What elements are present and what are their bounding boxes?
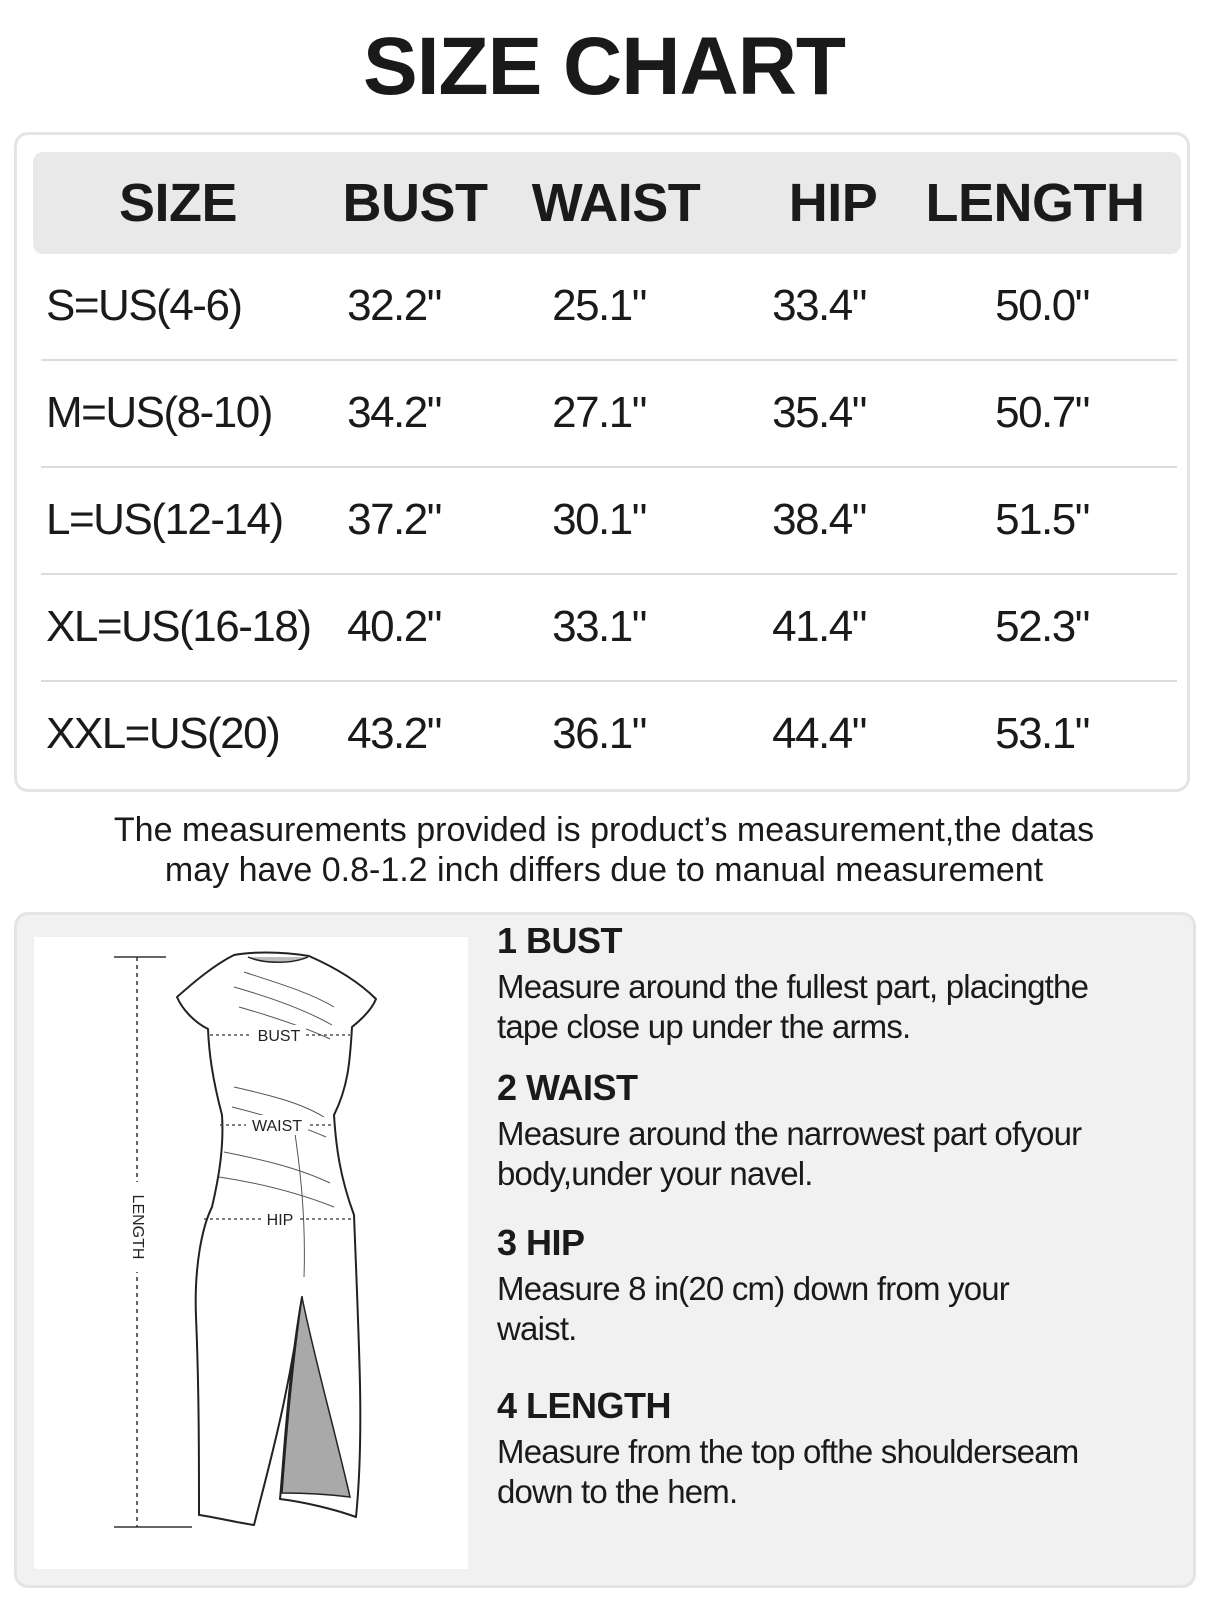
table-row: [41, 252, 1177, 361]
cell-waist: 30.1": [552, 495, 646, 544]
instruction-text-line: waist.: [497, 1310, 577, 1347]
cell-size: S=US(4-6): [46, 281, 242, 330]
cell-waist: 27.1": [552, 388, 646, 437]
instruction-heading: 2 WAIST: [497, 1067, 638, 1108]
instruction-heading: 4 LENGTH: [497, 1385, 672, 1426]
cell-size: M=US(8-10): [46, 388, 272, 437]
instruction-text-line: Measure from the top ofthe shoulderseam: [497, 1433, 1079, 1470]
instruction-text-line: body,under your navel.: [497, 1155, 813, 1192]
cell-waist: 33.1": [552, 602, 646, 651]
header-size: SIZE: [118, 173, 238, 233]
cell-waist: 25.1": [552, 281, 646, 330]
instruction-text-line: Measure around the fullest part, placingthe: [497, 968, 1089, 1005]
dress-figure-panel: [34, 937, 468, 1569]
note-line-1: The measurements provided is product’s measurement,the datas: [113, 811, 1095, 849]
cell-length: 53.1": [995, 709, 1089, 758]
header-bust: BUST: [342, 173, 488, 233]
instruction-heading: 3 HIP: [497, 1222, 585, 1263]
table-row: [41, 359, 1177, 468]
length-label: LENGTH: [128, 1194, 146, 1260]
cell-size: L=US(12-14): [46, 495, 283, 544]
size-table: [14, 132, 1190, 792]
cell-hip: 33.4": [772, 281, 866, 330]
hip-label: HIP: [266, 1212, 294, 1229]
page-title: SIZE CHART: [363, 21, 845, 112]
cell-size: XL=US(16-18): [46, 602, 311, 651]
waist-label: WAIST: [251, 1118, 303, 1135]
instruction-waist: [497, 1066, 1187, 1194]
instruction-length: [497, 1384, 1187, 1512]
cell-bust: 40.2": [347, 602, 441, 651]
cell-length: 50.7": [995, 388, 1089, 437]
instruction-text-line: down to the hem.: [497, 1473, 738, 1510]
instruction-text-line: tape close up under the arms.: [497, 1008, 911, 1045]
measurement-guide: [14, 912, 1196, 1588]
table-row: [41, 573, 1177, 682]
header-waist: WAIST: [531, 173, 701, 233]
cell-bust: 32.2": [347, 281, 441, 330]
cell-bust: 34.2": [347, 388, 441, 437]
instruction-hip: [497, 1221, 1187, 1349]
cell-hip: 44.4": [772, 709, 866, 758]
table-row: [41, 466, 1177, 575]
instruction-bust: [497, 919, 1187, 1047]
instruction-heading: 1 BUST: [497, 920, 623, 961]
cell-hip: 35.4": [772, 388, 866, 437]
header-hip: HIP: [788, 173, 878, 233]
bust-label: BUST: [257, 1028, 301, 1045]
table-row: [41, 680, 1177, 787]
measurement-note: [20, 810, 1188, 890]
note-line-2: may have 0.8-1.2 inch differs due to manual measurement: [164, 851, 1044, 889]
cell-hip: 41.4": [772, 602, 866, 651]
cell-waist: 36.1": [552, 709, 646, 758]
cell-length: 51.5": [995, 495, 1089, 544]
dress-illustration: [34, 937, 468, 1569]
instruction-text-line: Measure around the narrowest part ofyour: [497, 1115, 1082, 1152]
cell-hip: 38.4": [772, 495, 866, 544]
cell-length: 52.3": [995, 602, 1089, 651]
table-header: [33, 152, 1181, 254]
cell-size: XXL=US(20): [46, 709, 280, 758]
header-length: LENGTH: [925, 173, 1145, 233]
instruction-text-line: Measure 8 in(20 cm) down from your: [497, 1270, 1009, 1307]
cell-bust: 43.2": [347, 709, 441, 758]
cell-length: 50.0": [995, 281, 1089, 330]
cell-bust: 37.2": [347, 495, 441, 544]
